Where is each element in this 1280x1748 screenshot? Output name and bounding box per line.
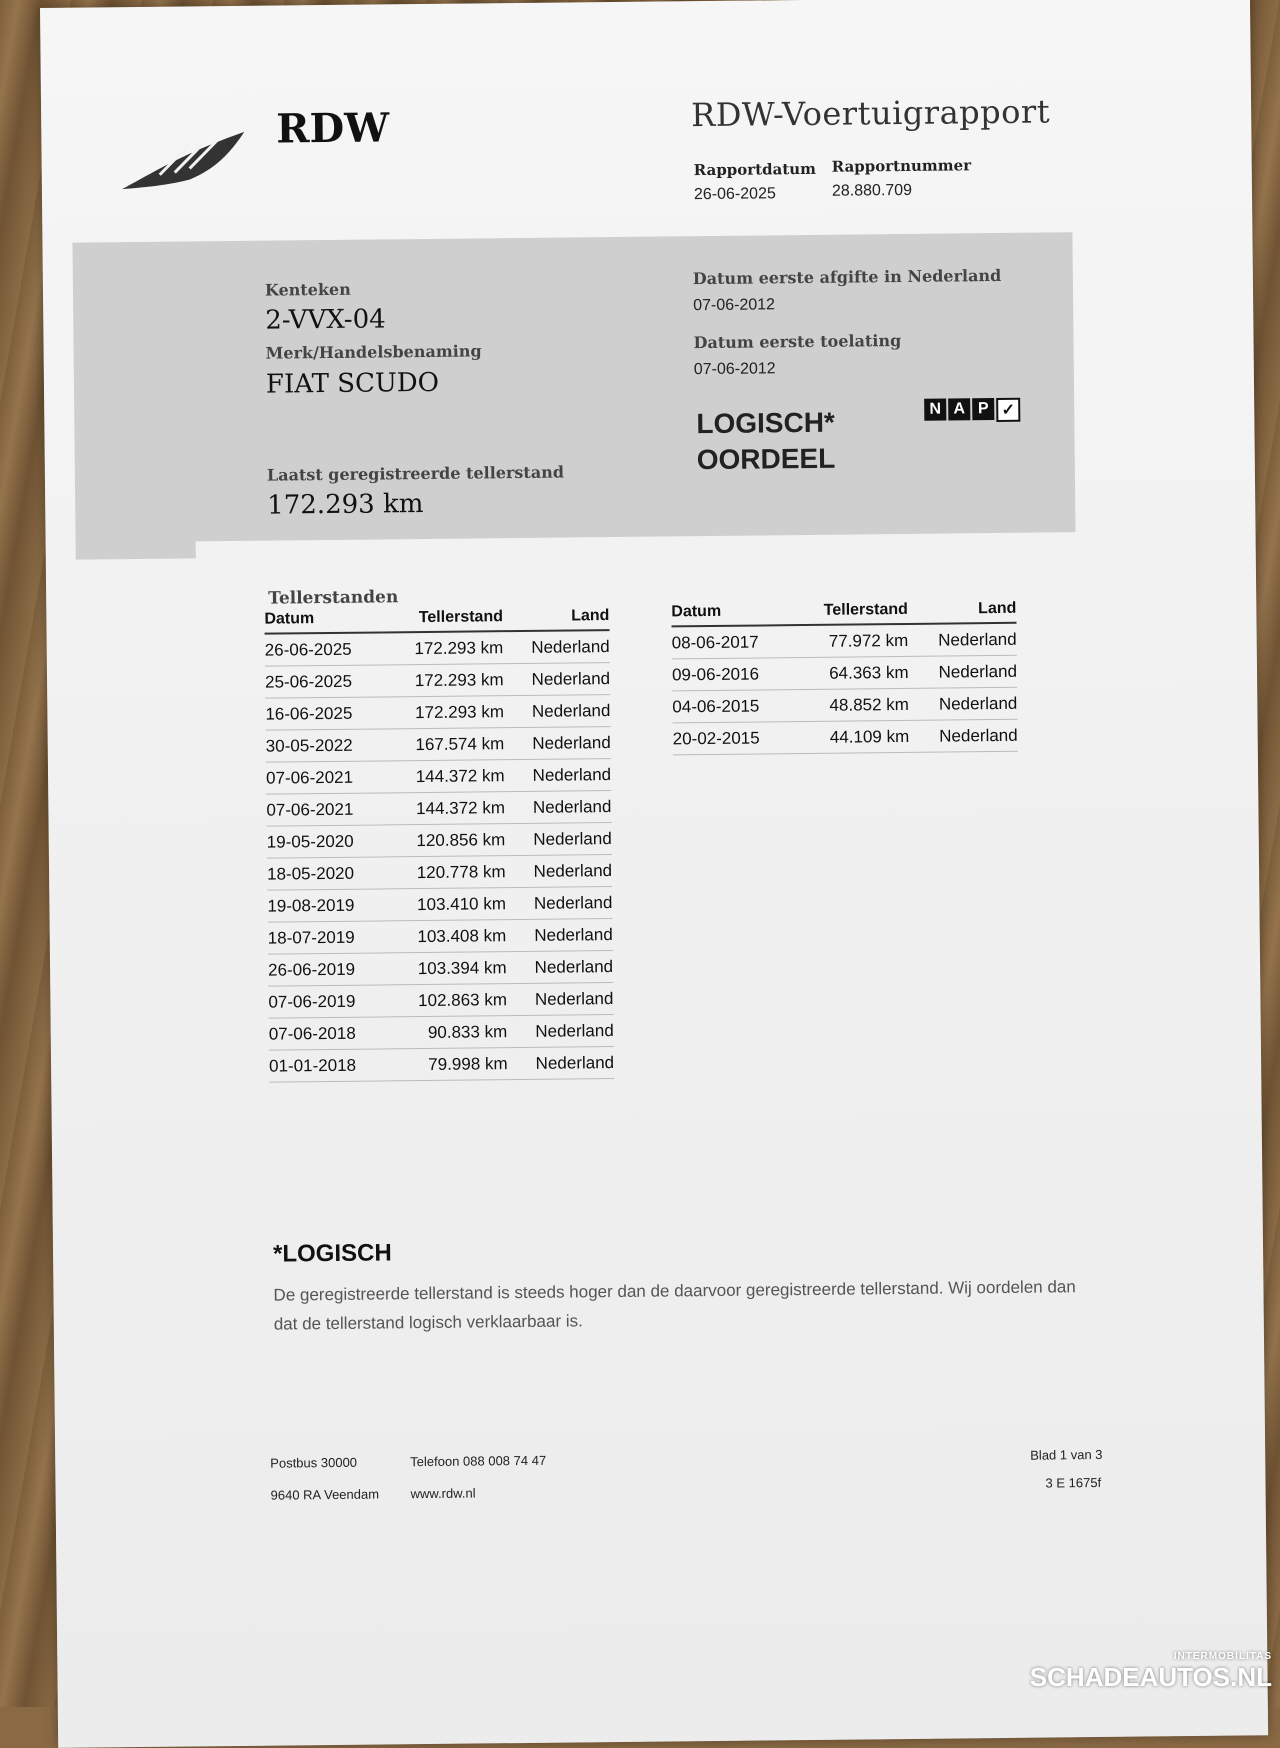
make-label: Merk/Handelsbenaming — [265, 341, 482, 363]
footer-page: Blad 1 van 3 — [1030, 1446, 1103, 1463]
cell-date: 19-05-2020 — [267, 825, 385, 858]
cell-country: Nederland — [505, 855, 612, 888]
table-row — [266, 727, 611, 763]
footer-address: 9640 RA Veendam — [270, 1486, 380, 1503]
last-mileage: 172.293 km — [267, 489, 424, 521]
cell-reading: 172.293 km — [383, 696, 504, 729]
cell-country: Nederland — [505, 823, 612, 856]
cell-date: 19-08-2019 — [267, 889, 385, 922]
table-row — [268, 951, 613, 987]
cell-reading: 90.833 km — [387, 1016, 508, 1049]
cell-country: Nederland — [908, 623, 1017, 657]
cell-reading: 102.863 km — [386, 984, 507, 1017]
cell-country: Nederland — [909, 687, 1018, 720]
table-row — [265, 695, 610, 731]
vehicle-make: FIAT SCUDO — [265, 367, 440, 400]
first-issue-nl-label: Datum eerste afgifte in Nederland — [692, 265, 1002, 289]
verdict-line-2: OORDEEL — [696, 442, 836, 476]
cell-country: Nederland — [507, 1015, 614, 1048]
cell-date: 18-07-2019 — [268, 921, 386, 954]
vehicle-report-page — [40, 0, 1268, 1748]
report-number: 28.880.709 — [831, 181, 913, 200]
note-title — [273, 1239, 392, 1268]
cell-date: 18-05-2020 — [267, 857, 385, 890]
cell-reading: 48.852 km — [792, 688, 909, 721]
nap-letter-p: P — [972, 398, 994, 420]
cell-date: 01-01-2018 — [269, 1049, 387, 1082]
col-reading: Tellerstand — [791, 599, 908, 625]
cell-date: 07-06-2019 — [268, 985, 386, 1018]
cell-reading: 144.372 km — [384, 792, 505, 825]
cell-reading: 64.363 km — [792, 656, 909, 689]
readings-table-left — [264, 605, 614, 1083]
col-country: Land — [908, 598, 1017, 624]
report-date: 26-06-2025 — [693, 185, 776, 204]
verdict — [696, 405, 835, 478]
cell-reading: 103.408 km — [386, 920, 507, 953]
report-number-label: Rapportnummer — [831, 156, 972, 176]
table-row — [267, 887, 612, 923]
cell-reading: 120.856 km — [385, 824, 506, 857]
footer-code: 3 E 1675f — [1045, 1474, 1102, 1491]
cell-reading: 103.394 km — [386, 952, 507, 985]
report-date-label: Rapportdatum — [693, 159, 817, 180]
table-row — [673, 719, 1018, 755]
cell-date: 16-06-2025 — [265, 697, 383, 730]
col-country: Land — [503, 605, 610, 631]
cell-reading: 144.372 km — [384, 760, 505, 793]
cell-date: 20-02-2015 — [673, 722, 794, 755]
cell-country: Nederland — [503, 630, 610, 664]
cell-date: 07-06-2021 — [266, 761, 384, 794]
table-row — [672, 655, 1017, 691]
cell-reading: 120.778 km — [385, 856, 506, 889]
cell-country: Nederland — [506, 919, 613, 952]
cell-country: Nederland — [504, 759, 611, 792]
readings-title: Tellerstanden — [268, 587, 399, 609]
col-reading: Tellerstand — [382, 606, 503, 632]
first-admission: 07-06-2012 — [693, 360, 776, 379]
first-admission-label: Datum eerste toelating — [693, 331, 902, 353]
table-row — [266, 759, 611, 795]
table-row — [672, 623, 1017, 659]
nap-logo — [924, 398, 1020, 423]
nap-letter-n: N — [924, 399, 946, 421]
note-asterisk: * — [272, 1240, 283, 1268]
cell-reading: 172.293 km — [383, 664, 504, 697]
summary-panel-tab — [75, 526, 195, 559]
cell-country: Nederland — [505, 791, 612, 824]
cell-date: 26-06-2025 — [265, 632, 383, 666]
note-text: De geregistreerde tellerstand is steeds hoger dan de daarvoor geregistreerde tellerstand. Wij oordelen dan dat de tellerstand logisch verklaarbaar is. — [273, 1277, 1076, 1334]
cell-country: Nederland — [504, 727, 611, 760]
cell-date: 08-06-2017 — [672, 625, 793, 659]
watermark-big: SCHADEAUTOS.NL — [1029, 1662, 1272, 1692]
plate-label: Kenteken — [264, 279, 351, 300]
cell-country: Nederland — [507, 1047, 614, 1080]
table-row — [269, 1047, 614, 1083]
cell-date: 26-06-2019 — [268, 953, 386, 986]
cell-country: Nederland — [503, 663, 610, 696]
footer-website[interactable]: www.rdw.nl — [410, 1485, 476, 1502]
license-plate: 2-VVX-04 — [265, 304, 386, 336]
cell-date: 07-06-2021 — [266, 793, 384, 826]
cell-date: 07-06-2018 — [269, 1017, 387, 1050]
first-issue-nl: 07-06-2012 — [693, 296, 776, 315]
cell-date: 30-05-2022 — [266, 729, 384, 762]
cell-country: Nederland — [908, 655, 1017, 688]
cell-reading: 103.410 km — [385, 888, 506, 921]
brand-name: RDW — [276, 104, 390, 153]
checkmark-icon: ✓ — [996, 398, 1020, 422]
cell-country: Nederland — [506, 887, 613, 920]
cell-date: 04-06-2015 — [672, 690, 793, 723]
cell-reading: 172.293 km — [383, 631, 504, 665]
verdict-line-1: LOGISCH* — [696, 406, 836, 440]
table-row — [269, 1015, 614, 1051]
cell-reading: 167.574 km — [384, 728, 505, 761]
cell-date: 09-06-2016 — [672, 658, 793, 691]
table-row — [265, 663, 610, 699]
table-row — [268, 919, 613, 955]
cell-country: Nederland — [909, 719, 1018, 752]
table-row — [267, 823, 612, 859]
watermark — [1030, 1651, 1272, 1693]
table-row — [267, 855, 612, 891]
note-title-text: LOGISCH — [282, 1239, 392, 1268]
footer-postbus: Postbus 30000 — [270, 1454, 358, 1471]
table-row — [265, 630, 610, 666]
cell-reading: 44.109 km — [793, 720, 910, 753]
nap-letter-a: A — [948, 398, 970, 420]
col-date: Datum — [264, 607, 382, 633]
rdw-feather-logo-icon — [119, 124, 250, 195]
table-row — [268, 983, 613, 1019]
document-title: RDW-Voertuigrapport — [690, 92, 1051, 135]
readings-table-right — [671, 598, 1018, 756]
cell-reading: 77.972 km — [792, 624, 909, 658]
cell-country: Nederland — [506, 951, 613, 984]
footer-phone: Telefoon 088 008 74 47 — [410, 1452, 547, 1470]
col-date: Datum — [671, 600, 791, 626]
table-row — [266, 791, 611, 827]
cell-date: 25-06-2025 — [265, 665, 383, 698]
cell-country: Nederland — [507, 983, 614, 1016]
cell-reading: 79.998 km — [387, 1048, 508, 1081]
table-row — [672, 687, 1017, 723]
watermark-small: INTERMOBILITAS — [1173, 1651, 1272, 1662]
cell-country: Nederland — [504, 695, 611, 728]
last-mileage-label: Laatst geregistreerde tellerstand — [266, 462, 565, 485]
